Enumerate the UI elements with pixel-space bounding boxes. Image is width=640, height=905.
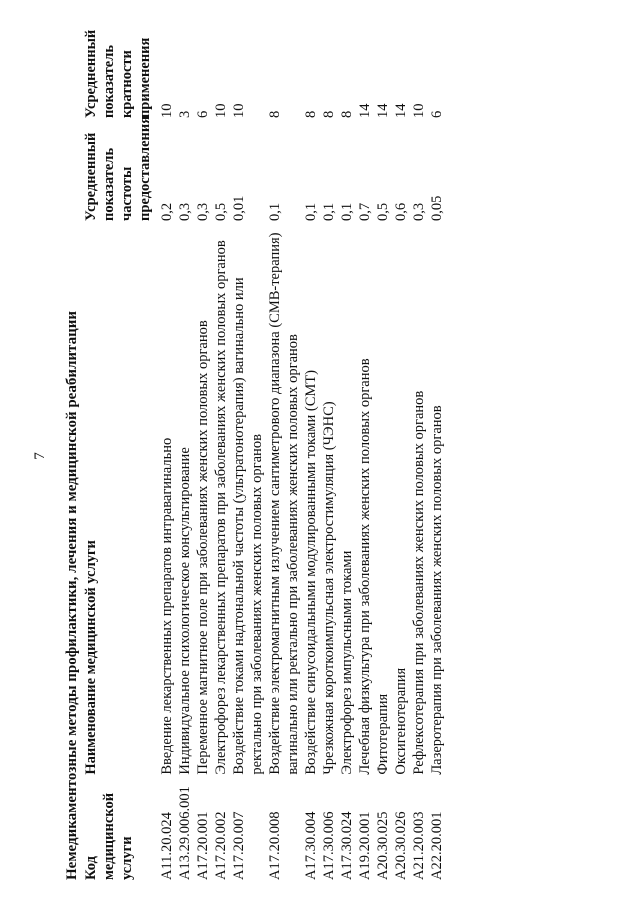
cell-multiplicity: 14	[357, 103, 373, 119]
cell-multiplicity: 6	[429, 110, 445, 119]
header-multiplicity: Усредненный показатель кратности применения	[83, 29, 153, 119]
cell-name: Электрофорез лекарственных препаратов при заболеваниях женских половых органов	[213, 240, 229, 775]
header-frequency: Усредненный показатель частоты предоставления	[83, 115, 153, 221]
cell-multiplicity: 3	[177, 110, 193, 119]
table-row	[266, 20, 302, 880]
header-code: Код медицинской услуги	[83, 792, 135, 880]
cell-code: A17.20.001	[195, 811, 211, 880]
cell-frequency: 0,3	[411, 202, 427, 221]
cell-frequency: 0,6	[393, 202, 409, 221]
cell-code: A17.30.006	[321, 811, 337, 880]
cell-code: A20.30.026	[393, 811, 409, 880]
section-title: Немедикаментозные методы профилактики, лечения и медицинской реабилитации	[64, 310, 80, 880]
table-row	[374, 20, 392, 880]
cell-code: A17.30.004	[303, 811, 319, 880]
cell-frequency: 0,5	[375, 202, 391, 221]
cell-name: Оксигенотерапия	[393, 667, 409, 775]
cell-frequency: 0,1	[339, 202, 355, 221]
cell-frequency: 0,1	[321, 202, 337, 221]
cell-code: A17.20.002	[213, 811, 229, 880]
cell-name: Индивидуальное психологическое консультирование	[177, 447, 193, 775]
cell-frequency: 0,2	[159, 202, 175, 221]
cell-multiplicity: 8	[321, 110, 337, 119]
cell-name: Воздействие синусоидальными модулированными токами (СМТ)	[303, 370, 319, 775]
cell-name: Лечебная физкультура при заболеваниях женских половых органов	[357, 358, 373, 775]
cell-name: Электрофорез импульсными токами	[339, 550, 355, 775]
table-row	[338, 20, 356, 880]
cell-name: Лазеротерапия при заболеваниях женских половых органов	[429, 405, 445, 775]
cell-frequency: 0,01	[231, 195, 247, 221]
header-name: Наименование медицинской услуги	[83, 540, 99, 775]
cell-multiplicity: 8	[303, 110, 319, 119]
cell-multiplicity: 10	[231, 103, 247, 119]
table-row	[410, 20, 428, 880]
table-row	[158, 20, 176, 880]
table-row	[230, 20, 266, 880]
cell-code: A21.20.003	[411, 811, 427, 880]
table-row	[176, 20, 194, 880]
cell-name: Воздействие токами надтональной частоты (ультратонотерапия) вагинально или ректально при заболеваниях женских половых органов	[231, 277, 265, 775]
cell-code: A17.30.024	[339, 811, 355, 880]
cell-multiplicity: 14	[393, 103, 409, 119]
table-row	[320, 20, 338, 880]
table-row	[356, 20, 374, 880]
cell-name: Чрезкожная короткоимпульсная электростимуляция (ЧЭНС)	[321, 401, 337, 775]
cell-frequency: 0,1	[267, 202, 283, 221]
cell-frequency: 0,3	[195, 202, 211, 221]
cell-frequency: 0,05	[429, 195, 445, 221]
cell-name: Фитотерапия	[375, 693, 391, 775]
cell-multiplicity: 8	[339, 110, 355, 119]
cell-frequency: 0,1	[303, 202, 319, 221]
cell-name: Рефлексотерапия при заболеваниях женских половых органов	[411, 390, 427, 775]
cell-code: A17.20.008	[267, 811, 283, 880]
cell-code: A22.20.001	[429, 811, 445, 880]
cell-frequency: 0,3	[177, 202, 193, 221]
table-header-row	[82, 20, 158, 880]
cell-multiplicity: 14	[375, 103, 391, 119]
cell-frequency: 0,7	[357, 202, 373, 221]
cell-code: A19.20.001	[357, 811, 373, 880]
rotated-content	[62, 20, 640, 880]
cell-code: A17.20.007	[231, 811, 247, 880]
cell-multiplicity: 8	[267, 110, 283, 119]
cell-multiplicity: 10	[411, 103, 427, 119]
table-row	[392, 20, 410, 880]
table-row	[302, 20, 320, 880]
cell-frequency: 0,5	[213, 202, 229, 221]
cell-name: Воздействие электромагнитным излучением сантиметрового диапазона (СМВ-терапия) вагинально или ректально при заболеваниях женских половых органов	[267, 232, 301, 775]
cell-name: Переменное магнитное поле при заболеваниях женских половых органов	[195, 320, 211, 775]
cell-name: Введение лекарственных препаратов интравагинально	[159, 437, 175, 775]
cell-code: A13.29.006.001	[177, 786, 193, 880]
page-number: 7	[32, 452, 48, 460]
cell-code: A11.20.024	[159, 812, 175, 880]
cell-multiplicity: 10	[213, 103, 229, 119]
services-table	[82, 20, 446, 880]
table-row	[212, 20, 230, 880]
table-row	[428, 20, 446, 880]
cell-code: A20.30.025	[375, 811, 391, 880]
cell-multiplicity: 6	[195, 110, 211, 119]
cell-multiplicity: 10	[159, 103, 175, 119]
table-row	[194, 20, 212, 880]
